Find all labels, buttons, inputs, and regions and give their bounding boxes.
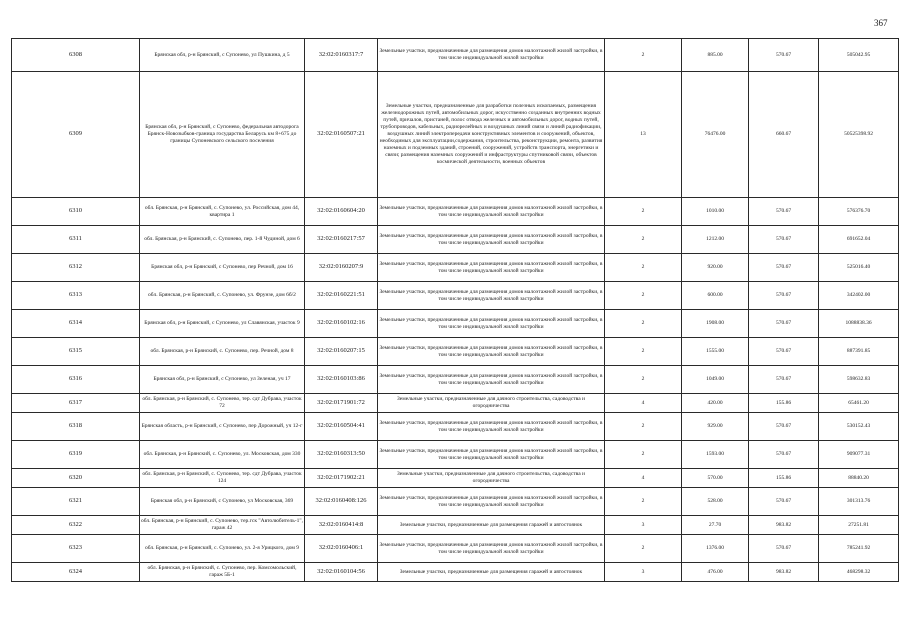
address-cell: обл. Брянская, р-н Брянский, с. Супонево, ул. 2-я Урицкого, дом 9 <box>140 535 305 563</box>
row-number: 6321 <box>12 488 140 516</box>
area-cell: 929.00 <box>682 413 749 441</box>
table-row <box>12 39 899 72</box>
group-cell: 2 <box>605 488 682 516</box>
row-number: 6314 <box>12 310 140 338</box>
table-row <box>12 366 899 394</box>
group-cell: 2 <box>605 282 682 310</box>
area-cell: 570.00 <box>682 469 749 488</box>
area-cell: 1593.00 <box>682 441 749 469</box>
address-cell: обл. Брянская, р-н Брянский, с. Супонево, пер. 1-й Чудиной, дом 6 <box>140 226 305 254</box>
rate-cell: 570.67 <box>749 198 819 226</box>
land-use-cell: Земельные участки, предназначенные для размещения домов малоэтажной жилой застройки, в том числе индивидуальной жилой застройки <box>378 441 605 469</box>
table-row <box>12 254 899 282</box>
land-use-cell: Земельные участки, предназначенные для размещения домов малоэтажной жилой застройки, в том числе индивидуальной жилой застройки <box>378 413 605 441</box>
row-number: 6324 <box>12 563 140 582</box>
cadastral-value-cell: 88840.20 <box>819 469 899 488</box>
cadastral-number-cell: 32:02:0160406:1 <box>305 535 378 563</box>
row-number: 6313 <box>12 282 140 310</box>
row-number: 6322 <box>12 516 140 535</box>
cadastral-number-cell: 32:02:0160103:86 <box>305 366 378 394</box>
rate-cell: 570.67 <box>749 282 819 310</box>
area-cell: 1212.00 <box>682 226 749 254</box>
address-cell: Брянская обл, р-н Брянский, с Супонево, федеральная автодорога Брянск-Новозыбков-граница государства Беларусь км 8+675 до границы Супоневского сельского поселения <box>140 72 305 198</box>
row-number: 6320 <box>12 469 140 488</box>
group-cell: 3 <box>605 563 682 582</box>
row-number: 6316 <box>12 366 140 394</box>
group-cell: 2 <box>605 338 682 366</box>
area-cell: 885.00 <box>682 39 749 72</box>
land-use-cell: Земельные участки, предназначенные для разработки полезных ископаемых, размещения железнодорожных путей, автомобильных дорог, искусственно созданных внутренних водных путей, причалов, пристаней, полос отвода железных и автомобильных дорог, водных путей, трубопроводов, кабельных, радиорелейных и воздушных линий связи и линий радиофикации, воздушных линий электропередачи конструктивных элементов и сооружений, объектов, необходимых для эксплуатации,содержания, строительства, реконструкции, ремонта, развития наземных и подземных зданий, строений, сооружений, устройств транспорта, энергетики и связи; размещения наземных сооружений и инфраструктуры спутниковой связи, объектов космической деятельности, военных объектов <box>378 72 605 198</box>
cadastral-value-cell: 27251.81 <box>819 516 899 535</box>
cadastral-number-cell: 32:02:0160507:21 <box>305 72 378 198</box>
cadastral-value-cell: 50525398.92 <box>819 72 899 198</box>
table-row <box>12 413 899 441</box>
row-number: 6311 <box>12 226 140 254</box>
area-cell: 1049.00 <box>682 366 749 394</box>
table-row <box>12 338 899 366</box>
group-cell: 3 <box>605 516 682 535</box>
cadastral-value-cell: 1088838.36 <box>819 310 899 338</box>
rate-cell: 155.86 <box>749 394 819 413</box>
address-cell: Брянская обл, р-н Брянский, с Супонево, ул Зеленая, уч 17 <box>140 366 305 394</box>
row-number: 6309 <box>12 72 140 198</box>
group-cell: 2 <box>605 226 682 254</box>
address-cell: обл. Брянская, р-н Брянский, с. Супонево, пер. Комсомольский, гараж 5Б-1 <box>140 563 305 582</box>
land-use-cell: Земельные участки, предназначенные для дачного строительства, садоводства и огородничества <box>378 394 605 413</box>
page-number: 367 <box>874 18 888 28</box>
rate-cell: 570.67 <box>749 39 819 72</box>
group-cell: 2 <box>605 441 682 469</box>
table-row <box>12 535 899 563</box>
cadastral-value-cell: 342402.00 <box>819 282 899 310</box>
rate-cell: 570.67 <box>749 441 819 469</box>
cadastral-number-cell: 32:02:0160207:15 <box>305 338 378 366</box>
cadastral-number-cell: 32:02:0160102:16 <box>305 310 378 338</box>
cadastral-value-cell: 468298.32 <box>819 563 899 582</box>
address-cell: Брянская область, р-н Брянский, с Супонево, пер Дорожный, уч 12-г <box>140 413 305 441</box>
cadastral-value-cell: 301313.76 <box>819 488 899 516</box>
table-row <box>12 198 899 226</box>
rate-cell: 570.67 <box>749 488 819 516</box>
cadastral-value-cell: 598632.83 <box>819 366 899 394</box>
group-cell: 2 <box>605 366 682 394</box>
cadastral-value-cell: 65461.20 <box>819 394 899 413</box>
address-cell: Брянская обл, р-н Брянский, с Супонево, ул Пушкина, д 5 <box>140 39 305 72</box>
cadastral-number-cell: 32:02:0160408:126 <box>305 488 378 516</box>
rate-cell: 570.67 <box>749 310 819 338</box>
address-cell: Брянская обл, р-н Брянский, с Супонево, ул Славянская, участок 9 <box>140 310 305 338</box>
address-cell: обл. Брянская, р-н Брянский, с. Супонево, тер. сдт Дубрава, участок 124 <box>140 469 305 488</box>
table-row <box>12 282 899 310</box>
rate-cell: 570.67 <box>749 254 819 282</box>
rate-cell: 660.67 <box>749 72 819 198</box>
address-cell: обл. Брянская, р-н Брянский, с. Супонево, тер. сдт Дубрава, участок 72 <box>140 394 305 413</box>
table-row <box>12 488 899 516</box>
area-cell: 528.00 <box>682 488 749 516</box>
address-cell: обл. Брянская, р-н Брянский, с. Супонево, тер.гск "Автолюбитель-1", гараж 42 <box>140 516 305 535</box>
area-cell: 476.00 <box>682 563 749 582</box>
group-cell: 4 <box>605 469 682 488</box>
cadastral-number-cell: 32:02:0171901:72 <box>305 394 378 413</box>
area-cell: 600.00 <box>682 282 749 310</box>
table-row <box>12 469 899 488</box>
cadastral-number-cell: 32:02:0160317:7 <box>305 39 378 72</box>
row-number: 6315 <box>12 338 140 366</box>
area-cell: 920.00 <box>682 254 749 282</box>
cadastral-number-cell: 32:02:0160504:41 <box>305 413 378 441</box>
cadastral-value-cell: 691652.04 <box>819 226 899 254</box>
land-use-cell: Земельные участки, предназначенные для размещения домов малоэтажной жилой застройки, в том числе индивидуальной жилой застройки <box>378 338 605 366</box>
rate-cell: 570.67 <box>749 226 819 254</box>
group-cell: 2 <box>605 310 682 338</box>
row-number: 6319 <box>12 441 140 469</box>
land-use-cell: Земельные участки, предназначенные для размещения домов малоэтажной жилой застройки, в том числе индивидуальной жилой застройки <box>378 226 605 254</box>
cadastral-number-cell: 32:02:0160313:50 <box>305 441 378 469</box>
group-cell: 2 <box>605 254 682 282</box>
cadastral-number-cell: 32:02:0160604:20 <box>305 198 378 226</box>
cadastral-value-table <box>11 38 899 582</box>
land-use-cell: Земельные участки, предназначенные для дачного строительства, садоводства и огородничества <box>378 469 605 488</box>
cadastral-value-cell: 525016.40 <box>819 254 899 282</box>
table-row <box>12 394 899 413</box>
row-number: 6308 <box>12 39 140 72</box>
area-cell: 420.00 <box>682 394 749 413</box>
cadastral-number-cell: 32:02:0160221:51 <box>305 282 378 310</box>
table-row <box>12 441 899 469</box>
address-cell: Брянская обл, р-н Брянский, с Супонево, ул Московская, 369 <box>140 488 305 516</box>
cadastral-value-cell: 887391.85 <box>819 338 899 366</box>
area-cell: 1376.00 <box>682 535 749 563</box>
cadastral-number-cell: 32:02:0171902:21 <box>305 469 378 488</box>
group-cell: 2 <box>605 535 682 563</box>
rate-cell: 983.82 <box>749 516 819 535</box>
land-use-cell: Земельные участки, предназначенные для размещения домов малоэтажной жилой застройки, в том числе индивидуальной жилой застройки <box>378 198 605 226</box>
area-cell: 1908.00 <box>682 310 749 338</box>
land-use-cell: Земельные участки, предназначенные для размещения домов малоэтажной жилой застройки, в том числе индивидуальной жилой застройки <box>378 254 605 282</box>
address-cell: обл. Брянская, р-н Брянский, с. Супонево, ул. Московская, дом 330 <box>140 441 305 469</box>
group-cell: 13 <box>605 72 682 198</box>
table-row <box>12 516 899 535</box>
land-use-cell: Земельные участки, предназначенные для размещения домов малоэтажной жилой застройки, в том числе индивидуальной жилой застройки <box>378 39 605 72</box>
rate-cell: 983.82 <box>749 563 819 582</box>
land-use-cell: Земельные участки, предназначенные для размещения домов малоэтажной жилой застройки, в том числе индивидуальной жилой застройки <box>378 535 605 563</box>
rate-cell: 570.67 <box>749 338 819 366</box>
cadastral-value-cell: 505042.95 <box>819 39 899 72</box>
row-number: 6317 <box>12 394 140 413</box>
rate-cell: 570.67 <box>749 366 819 394</box>
group-cell: 2 <box>605 39 682 72</box>
cadastral-number-cell: 32:02:0160104:56 <box>305 563 378 582</box>
address-cell: Брянская обл, р-н Брянский, с Супонево, пер Речной, дом 16 <box>140 254 305 282</box>
cadastral-number-cell: 32:02:0160414:8 <box>305 516 378 535</box>
row-number: 6310 <box>12 198 140 226</box>
cadastral-number-cell: 32:02:0160217:57 <box>305 226 378 254</box>
table-row <box>12 226 899 254</box>
group-cell: 2 <box>605 413 682 441</box>
cadastral-value-cell: 909077.31 <box>819 441 899 469</box>
area-cell: 76476.00 <box>682 72 749 198</box>
cadastral-value-cell: 530152.43 <box>819 413 899 441</box>
address-cell: обл. Брянская, р-н Брянский, с. Супонево, ул. Фрунзе, дом 6б/2 <box>140 282 305 310</box>
land-use-cell: Земельные участки, предназначенные для размещения домов малоэтажной жилой застройки, в том числе индивидуальной жилой застройки <box>378 310 605 338</box>
land-use-cell: Земельные участки, предназначенные для размещения домов малоэтажной жилой застройки, в том числе индивидуальной жилой застройки <box>378 488 605 516</box>
row-number: 6318 <box>12 413 140 441</box>
rate-cell: 155.86 <box>749 469 819 488</box>
cadastral-number-cell: 32:02:0160207:9 <box>305 254 378 282</box>
table-row <box>12 563 899 582</box>
table-row <box>12 310 899 338</box>
cadastral-value-cell: 785241.92 <box>819 535 899 563</box>
address-cell: обл. Брянская, р-н Брянский, с. Супонево, ул. Российская, дом 44, квартира 1 <box>140 198 305 226</box>
address-cell: обл. Брянская, р-н Брянский, с. Супонево, пер. Речной, дом 8 <box>140 338 305 366</box>
rate-cell: 570.67 <box>749 535 819 563</box>
cadastral-value-cell: 576376.70 <box>819 198 899 226</box>
rate-cell: 570.67 <box>749 413 819 441</box>
land-use-cell: Земельные участки, предназначенные для размещения домов малоэтажной жилой застройки, в том числе индивидуальной жилой застройки <box>378 366 605 394</box>
area-cell: 27.70 <box>682 516 749 535</box>
area-cell: 1555.00 <box>682 338 749 366</box>
row-number: 6312 <box>12 254 140 282</box>
table-row <box>12 72 899 198</box>
group-cell: 2 <box>605 198 682 226</box>
group-cell: 4 <box>605 394 682 413</box>
land-use-cell: Земельные участки, предназначенные для размещения гаражей и автостоянок <box>378 516 605 535</box>
land-use-cell: Земельные участки, предназначенные для размещения домов малоэтажной жилой застройки, в том числе индивидуальной жилой застройки <box>378 282 605 310</box>
land-use-cell: Земельные участки, предназначенные для размещения гаражей и автостоянок <box>378 563 605 582</box>
row-number: 6323 <box>12 535 140 563</box>
area-cell: 1010.00 <box>682 198 749 226</box>
table-body <box>12 39 899 582</box>
